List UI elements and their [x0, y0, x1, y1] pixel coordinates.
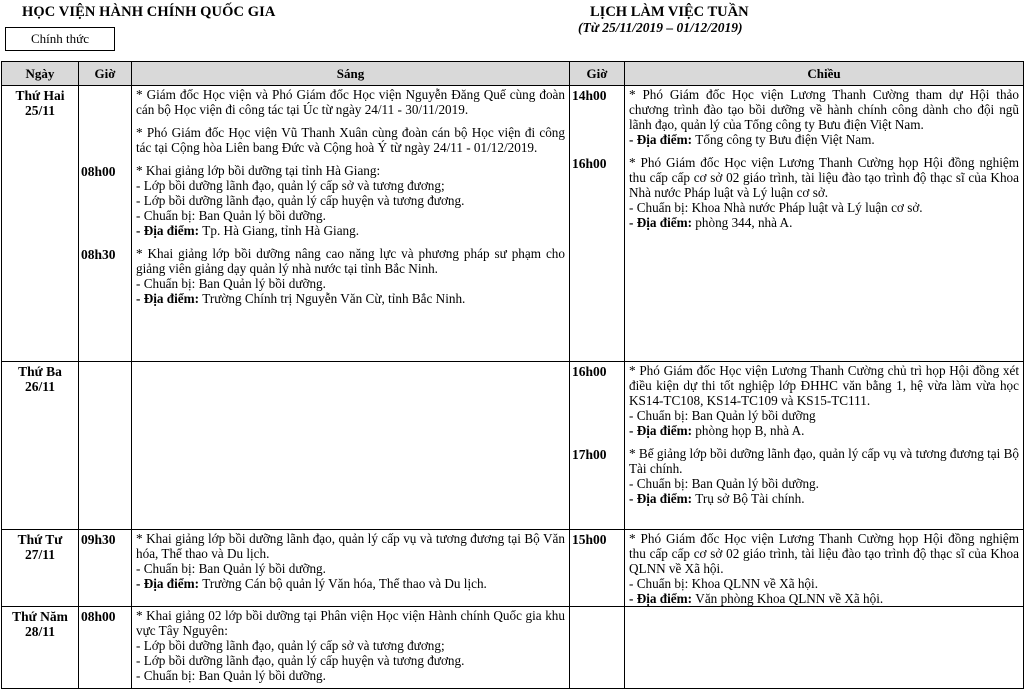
- location-value: Tp. Hà Giang, tỉnh Hà Giang.: [202, 223, 360, 238]
- entry-text: * Khai giảng lớp bồi dưỡng nâng cao năng lực và phương pháp sư phạm cho giảng viên giảng dạy quản lý nhà nước tại tỉnh Bắc Ninh.: [136, 246, 565, 276]
- weekly-schedule-table: [1, 61, 1024, 689]
- entry-location: [136, 223, 565, 238]
- entry-text: - Lớp bồi dưỡng lãnh đạo, quản lý cấp huyện và tương đương.: [136, 193, 465, 208]
- day-cell: [2, 530, 79, 607]
- entry-preparation: [629, 408, 1019, 423]
- preparation-label: - Chuẩn bị:: [629, 408, 692, 423]
- location-value: Tổng công ty Bưu điện Việt Nam.: [695, 132, 875, 147]
- entry-text: * Khai giảng lớp bồi dưỡng lãnh đạo, quản lý cấp vụ và tương đương tại Bộ Văn hóa, Thể thao và Du lịch.: [136, 531, 565, 561]
- morning-time-cell: [79, 362, 132, 530]
- afternoon-time-cell: [570, 530, 625, 607]
- preparation-value: Khoa QLNN về Xã hội.: [691, 576, 818, 591]
- entry-location: [629, 423, 1019, 438]
- location-label: - Địa điểm:: [629, 491, 696, 506]
- column-header-time: Giờ: [79, 62, 132, 86]
- preparation-value: Ban Quản lý bồi dưỡng.: [198, 208, 326, 223]
- location-value: Trường Cán bộ quản lý Văn hóa, Thể thao và Du lịch.: [202, 576, 487, 591]
- entry-text: * Bế giảng lớp bồi dưỡng lãnh đạo, quản lý cấp vụ và tương đương tại Bộ Tài chính.: [629, 446, 1019, 476]
- location-value: Văn phòng Khoa QLNN về Xã hội.: [695, 591, 884, 606]
- afternoon-content-cell: [625, 362, 1024, 530]
- preparation-value: Ban Quản lý bồi dưỡng.: [198, 668, 326, 683]
- entry-location: [136, 576, 565, 591]
- entry-text: * Khai giảng lớp bồi dưỡng tại tỉnh Hà Giang:: [136, 163, 381, 178]
- preparation-label: - Chuẩn bị:: [136, 276, 199, 291]
- morning-content-cell: [132, 607, 570, 689]
- afternoon-content-cell: [625, 607, 1024, 689]
- table-header-row: [2, 62, 1024, 86]
- entry-text: * Phó Giám đốc Học viện Lương Thanh Cường tham dự Hội thảo chương trình đào tạo bồi dưỡng về hành chính công dành cho đội ngũ lãnh đạo, quản lý của Tổng công ty Bưu điện Việt Nam.: [629, 87, 1019, 132]
- table-row: [2, 607, 1024, 689]
- location-label: - Địa điểm:: [136, 223, 203, 238]
- entry-time: 08h30: [81, 246, 116, 262]
- morning-time-cell: [79, 86, 132, 362]
- location-label: - Địa điểm:: [629, 423, 696, 438]
- location-label: - Địa điểm:: [629, 591, 696, 606]
- morning-time-cell: [79, 530, 132, 607]
- entry-preparation: [136, 208, 565, 223]
- entry-text: - Lớp bồi dưỡng lãnh đạo, quản lý cấp huyện và tương đương.: [136, 653, 465, 668]
- entry-preparation: [136, 276, 565, 291]
- table-row: [2, 86, 1024, 362]
- entry-preparation: [629, 576, 1019, 591]
- day-cell: [2, 362, 79, 530]
- entry-time: 08h00: [81, 163, 116, 179]
- day-name: Thứ Năm: [12, 609, 68, 624]
- table-row: [2, 362, 1024, 530]
- schedule-entry: [136, 163, 565, 238]
- entry-text: - Lớp bồi dưỡng lãnh đạo, quản lý cấp sở và tương đương;: [136, 638, 445, 653]
- preparation-label: - Chuẩn bị:: [629, 576, 692, 591]
- column-header-morning: Sáng: [132, 62, 570, 86]
- table-row: [2, 530, 1024, 607]
- preparation-label: - Chuẩn bị:: [629, 200, 692, 215]
- entry-location: [629, 491, 1019, 506]
- entry-text: * Phó Giám đốc Học viện Lương Thanh Cường họp Hội đồng nghiệm thu cấp cấp cơ sở 02 giáo trình, tài liệu đào tạo trình độ thạc sĩ của Khoa Nhà nước Pháp luật và Lý luận cơ sở.: [629, 155, 1019, 200]
- location-value: phòng 344, nhà A.: [695, 215, 793, 230]
- day-date: 25/11: [24, 103, 55, 118]
- schedule-entry: [136, 608, 565, 683]
- preparation-value: Ban Quản lý bồi dưỡng.: [691, 476, 819, 491]
- entry-time: 16h00: [572, 155, 607, 171]
- entry-text: * Khai giảng 02 lớp bồi dưỡng tại Phân viện Học viện Hành chính Quốc gia khu vực Tây Nguyên:: [136, 608, 565, 638]
- day-date: 28/11: [24, 624, 55, 639]
- entry-preparation: [629, 200, 1019, 215]
- entry-time: 17h00: [572, 446, 607, 462]
- afternoon-content-cell: [625, 530, 1024, 607]
- preparation-value: Khoa Nhà nước Pháp luật và Lý luận cơ sở.: [691, 200, 923, 215]
- afternoon-time-cell: [570, 607, 625, 689]
- entry-text: * Giám đốc Học viện và Phó Giám đốc Học viện Nguyễn Đăng Quế cùng đoàn cán bộ Học viện đi công tác tại Úc từ ngày 24/11 - 30/11/2019.: [136, 87, 565, 117]
- schedule-entry: [629, 363, 1019, 438]
- entry-text: * Phó Giám đốc Học viện Lương Thanh Cường họp Hội đồng nghiệm thu cấp cấp cơ sở 02 giáo trình, tài liệu đào tạo trình độ thạc sĩ của Khoa QLNN về Xã hội.: [629, 531, 1019, 576]
- schedule-entry: [629, 87, 1019, 147]
- preparation-value: Ban Quản lý bồi dưỡng.: [198, 561, 326, 576]
- morning-content-cell: [132, 362, 570, 530]
- afternoon-time-cell: [570, 86, 625, 362]
- day-name: Thứ Ba: [18, 364, 62, 379]
- entry-preparation: [136, 561, 565, 576]
- entry-time: 09h30: [81, 531, 116, 547]
- location-value: Trụ sở Bộ Tài chính.: [695, 491, 805, 506]
- entry-location: [629, 591, 1019, 606]
- entry-time: 15h00: [572, 531, 607, 547]
- location-label: - Địa điểm:: [629, 132, 696, 147]
- schedule-entry: [629, 531, 1019, 606]
- entry-time: 08h00: [81, 608, 116, 624]
- morning-content-cell: [132, 86, 570, 362]
- day-date: 27/11: [24, 547, 55, 562]
- morning-content-cell: [132, 530, 570, 607]
- document-title: LỊCH LÀM VIỆC TUẦN: [590, 4, 749, 20]
- preparation-label: - Chuẩn bị:: [136, 208, 199, 223]
- schedule-entry: [136, 246, 565, 306]
- day-cell: [2, 607, 79, 689]
- morning-time-cell: [79, 607, 132, 689]
- entry-location: [629, 132, 1019, 147]
- location-label: - Địa điểm:: [136, 576, 203, 591]
- entry-text: * Phó Giám đốc Học viện Lương Thanh Cường chủ trì họp Hội đồng xét điều kiện dự thi tốt nghiệp lớp ĐHHC văn bằng 1, hệ vừa làm vừa học KS14-TC108, KS14-TC109 và KS15-TC111.: [629, 363, 1019, 408]
- afternoon-time-cell: [570, 362, 625, 530]
- entry-time: 14h00: [572, 87, 607, 103]
- location-label: - Địa điểm:: [629, 215, 696, 230]
- entry-location: [136, 291, 565, 306]
- column-header-afternoon: Chiều: [625, 62, 1024, 86]
- entry-preparation: [136, 668, 565, 683]
- schedule-entry: [136, 125, 565, 155]
- location-value: phòng họp B, nhà A.: [695, 423, 805, 438]
- column-header-time-afternoon: Giờ: [570, 62, 625, 86]
- column-header-day: Ngày: [2, 62, 79, 86]
- schedule-entry: [136, 531, 565, 591]
- status-stamp: Chính thức: [5, 27, 115, 51]
- day-name: Thứ Hai: [15, 88, 65, 103]
- document-period: (Từ 25/11/2019 – 01/12/2019): [578, 20, 743, 35]
- day-cell: [2, 86, 79, 362]
- schedule-entry: [136, 87, 565, 117]
- organization-name: HỌC VIỆN HÀNH CHÍNH QUỐC GIA: [22, 4, 276, 20]
- entry-text: * Phó Giám đốc Học viện Vũ Thanh Xuân cùng đoàn cán bộ Học viện đi công tác tại Cộng hòa Liên bang Đức và Cộng hoà Ý từ ngày 24/11 - 01/12/2019.: [136, 125, 565, 155]
- entry-time: 16h00: [572, 363, 607, 379]
- preparation-label: - Chuẩn bị:: [136, 561, 199, 576]
- location-value: Trường Chính trị Nguyễn Văn Cừ, tỉnh Bắc Ninh.: [202, 291, 466, 306]
- preparation-label: - Chuẩn bị:: [136, 668, 199, 683]
- entry-text: - Lớp bồi dưỡng lãnh đạo, quản lý cấp sở và tương đương;: [136, 178, 445, 193]
- location-label: - Địa điểm:: [136, 291, 203, 306]
- preparation-value: Ban Quản lý bồi dưỡng: [691, 408, 816, 423]
- entry-preparation: [629, 476, 1019, 491]
- schedule-entry: [629, 155, 1019, 230]
- day-date: 26/11: [24, 379, 55, 394]
- preparation-label: - Chuẩn bị:: [629, 476, 692, 491]
- entry-location: [629, 215, 1019, 230]
- schedule-entry: [629, 446, 1019, 506]
- afternoon-content-cell: [625, 86, 1024, 362]
- day-name: Thứ Tư: [17, 532, 63, 547]
- preparation-value: Ban Quản lý bồi dưỡng.: [198, 276, 326, 291]
